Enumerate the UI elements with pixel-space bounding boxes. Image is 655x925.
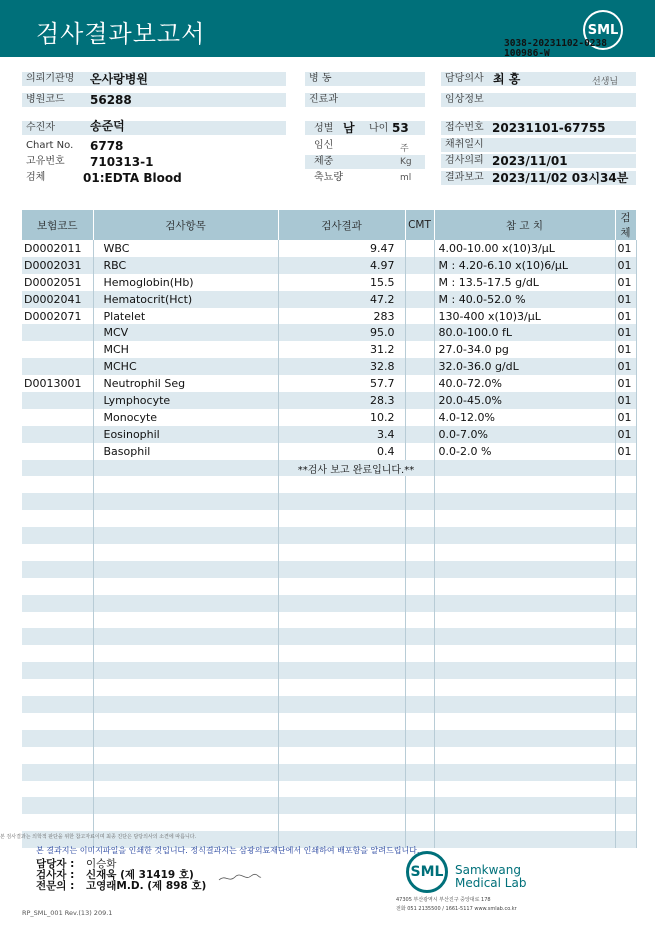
specimen-code: 01 (615, 257, 636, 274)
table-row (22, 460, 636, 477)
hospital-label: 의뢰기관명 (26, 73, 75, 84)
reference-range: 0.0-2.0 % (434, 443, 615, 460)
ward-label: 병 동 (305, 72, 425, 86)
test-item: Neutrophil Seg (93, 375, 278, 392)
insurance-code: D0002051 (22, 274, 93, 291)
table-row (22, 645, 636, 662)
test-result: 4.97 (278, 257, 405, 274)
insurance-code: D0002071 (22, 308, 93, 325)
test-item: Eosinophil (93, 426, 278, 443)
sex-label: 성별 (314, 123, 334, 134)
table-row (22, 409, 636, 426)
insurance-code (22, 426, 93, 443)
table-row (22, 730, 636, 747)
reference-range: 130-400 x(10)3/μL (434, 308, 615, 325)
test-item: Basophil (93, 443, 278, 460)
lab-name (455, 864, 526, 890)
test-result: 9.47 (278, 240, 405, 257)
lab-address: 47305 부산광역시 부산진구 중앙대로 178 (396, 897, 491, 903)
table-row (22, 375, 636, 392)
reporter-value: 이승화 (86, 858, 117, 870)
comment (405, 375, 434, 392)
pregnancy-label: 임신 (314, 140, 334, 151)
test-result: 283 (278, 308, 405, 325)
sex-value: 남 (343, 121, 355, 135)
pregnancy-unit: 주 (400, 144, 409, 154)
reference-range: 80.0-100.0 fL (434, 324, 615, 341)
sml-lab-logo-icon: SML (406, 851, 448, 893)
test-result: 0.4 (278, 443, 405, 460)
weight-unit: Kg (400, 157, 412, 167)
table-row (22, 392, 636, 409)
test-result: 32.8 (278, 358, 405, 375)
report-date-value: 2023/11/02 03시34분 (492, 171, 629, 185)
reference-range: 40.0-72.0% (434, 375, 615, 392)
specimen-code: 01 (615, 409, 636, 426)
table-row (22, 679, 636, 696)
fine-print: 본 검사결과는 의학적 판단을 위한 참고자료이며 최종 진단은 담당의사의 소견에 따릅니다. (0, 834, 197, 840)
examiner-value: 신재욱 (제 31419 호) (86, 869, 194, 881)
request-date-label: 검사의뢰 (445, 155, 484, 166)
specimen-code: 01 (615, 392, 636, 409)
table-row (22, 713, 636, 730)
comment (405, 274, 434, 291)
table-row (22, 797, 636, 814)
test-result: 57.7 (278, 375, 405, 392)
table-row (22, 628, 636, 645)
table-row (22, 324, 636, 341)
sml-logo-icon: SML (583, 10, 623, 50)
table-row (22, 240, 636, 257)
table-row (22, 257, 636, 274)
reference-range: 32.0-36.0 g/dL (434, 358, 615, 375)
doctor-label: 담당의사 (445, 73, 484, 84)
test-result: 95.0 (278, 324, 405, 341)
column-header: 참 고 치 (434, 210, 615, 240)
form-code: RP_SML_001 Rev.(13) 209.1 (22, 909, 113, 917)
table-row (22, 781, 636, 798)
table-row (22, 612, 636, 629)
reference-range: M : 13.5-17.5 g/dL (434, 274, 615, 291)
doctor-suffix: 선생님 (592, 77, 619, 87)
table-row (22, 291, 636, 308)
insurance-code (22, 324, 93, 341)
patient-value: 송준덕 (90, 119, 125, 133)
specialist-label: 전문의 : (36, 880, 75, 892)
insurance-code (22, 409, 93, 426)
test-item: MCHC (93, 358, 278, 375)
table-row (22, 662, 636, 679)
specialist-line (36, 878, 206, 893)
table-row (22, 510, 636, 527)
comment (405, 426, 434, 443)
table-row (22, 426, 636, 443)
comment (405, 341, 434, 358)
urine-unit: ml (400, 173, 412, 183)
reference-range: 4.0-12.0% (434, 409, 615, 426)
comment (405, 240, 434, 257)
reference-range: M : 40.0-52.0 % (434, 291, 615, 308)
specimen-label: 검체 (26, 172, 46, 183)
test-item: WBC (93, 240, 278, 257)
comment (405, 358, 434, 375)
patient-label: 수진자 (26, 122, 55, 133)
test-item: RBC (93, 257, 278, 274)
table-row (22, 595, 636, 612)
specimen-code: 01 (615, 341, 636, 358)
doctor-value: 최 홍 (493, 72, 521, 86)
age-value: 53 (392, 121, 409, 135)
comment (405, 291, 434, 308)
table-row (22, 544, 636, 561)
hospital-code-label: 병원코드 (26, 94, 65, 105)
table-row (22, 308, 636, 325)
table-row (22, 493, 636, 510)
reference-range: 0.0-7.0% (434, 426, 615, 443)
unique-id-value: 710313-1 (90, 155, 154, 169)
test-result: 3.4 (278, 426, 405, 443)
specimen-code: 01 (615, 358, 636, 375)
test-item: Monocyte (93, 409, 278, 426)
test-item: Hematocrit(Hct) (93, 291, 278, 308)
insurance-code (22, 392, 93, 409)
table-row (22, 696, 636, 713)
document-number: 3038-20231102-0238 (504, 38, 607, 49)
test-item: MCH (93, 341, 278, 358)
report-date-label: 결과보고 (445, 172, 484, 183)
insurance-code: D0002011 (22, 240, 93, 257)
specimen-code: 01 (615, 426, 636, 443)
lab-contact: 전화 051 2135500 / 1661-5117 www.smlab.co.kr (396, 906, 517, 912)
comment (405, 443, 434, 460)
notice-text: 본 결과지는 이미지파일을 인쇄한 것입니다. 정식결과지는 삼광의료재단에서 인쇄하여 배포함을 알려드립니다. (36, 846, 420, 855)
comment (405, 409, 434, 426)
test-item: MCV (93, 324, 278, 341)
collect-time-label: 채취일시 (445, 139, 484, 150)
column-header: 검사결과 (278, 210, 405, 240)
urine-label: 축뇨량 (314, 172, 343, 183)
test-item: Platelet (93, 308, 278, 325)
table-row (22, 764, 636, 781)
test-item: Hemoglobin(Hb) (93, 274, 278, 291)
table-row (22, 274, 636, 291)
request-date-value: 2023/11/01 (492, 154, 568, 168)
report-complete-message: **검사 보고 완료입니다.** (278, 460, 434, 477)
hospital-value: 온사랑병원 (90, 72, 148, 86)
dept-label: 진료과 (305, 93, 425, 107)
specimen-code: 01 (615, 274, 636, 291)
reporter-label: 담당자 : (36, 858, 75, 870)
table-row (22, 527, 636, 544)
specimen-code: 01 (615, 240, 636, 257)
test-result: 15.5 (278, 274, 405, 291)
table-row (22, 358, 636, 375)
table-row (22, 341, 636, 358)
chart-no-label: Chart No. (26, 140, 74, 151)
comment (405, 257, 434, 274)
comment (405, 324, 434, 341)
column-header: 검체 (615, 210, 636, 240)
column-header: 검사항목 (93, 210, 278, 240)
specimen-code: 01 (615, 443, 636, 460)
insurance-code (22, 443, 93, 460)
results-table (22, 210, 637, 848)
signature-icon (217, 871, 262, 885)
test-result: 47.2 (278, 291, 405, 308)
test-item: Lymphocyte (93, 392, 278, 409)
specimen-code: 01 (615, 291, 636, 308)
weight-label: 체중 (314, 156, 334, 167)
table-header-row (22, 210, 636, 240)
lab-name-line-1: Samkwang (455, 863, 521, 877)
insurance-code: D0002031 (22, 257, 93, 274)
table-row (22, 561, 636, 578)
test-result: 28.3 (278, 392, 405, 409)
clinical-info-label: 임상정보 (445, 94, 484, 105)
specimen-code: 01 (615, 308, 636, 325)
table-row (22, 443, 636, 460)
specimen-code: 01 (615, 324, 636, 341)
specimen-code: 01 (615, 375, 636, 392)
comment (405, 392, 434, 409)
reference-range: 20.0-45.0% (434, 392, 615, 409)
insurance-code: D0013001 (22, 375, 93, 392)
reference-range: 27.0-34.0 pg (434, 341, 615, 358)
column-header: 보험코드 (22, 210, 93, 240)
table-row (22, 578, 636, 595)
specialist-value: 고영래M.D. (제 898 호) (86, 880, 207, 892)
test-result: 31.2 (278, 341, 405, 358)
insurance-code: D0002041 (22, 291, 93, 308)
reference-range: 4.00-10.00 x(10)3/μL (434, 240, 615, 257)
comment (405, 308, 434, 325)
reference-range: M : 4.20-6.10 x(10)6/μL (434, 257, 615, 274)
hospital-code-value: 56288 (90, 93, 132, 107)
receipt-no-label: 접수번호 (445, 122, 484, 133)
table-row (22, 747, 636, 764)
table-row (22, 476, 636, 493)
receipt-no-value: 20231101-67755 (492, 121, 606, 135)
test-result: 10.2 (278, 409, 405, 426)
document-sub-number: 100986-W (504, 48, 550, 59)
lab-name-line-2: Medical Lab (455, 876, 527, 890)
examiner-label: 검사자 : (36, 869, 75, 881)
age-label: 나이 (369, 123, 389, 134)
specimen-value: 01:EDTA Blood (83, 171, 182, 185)
column-header: CMT (405, 210, 434, 240)
unique-id-label: 고유번호 (26, 156, 65, 167)
insurance-code (22, 358, 93, 375)
table-row (22, 814, 636, 831)
report-title: 검사결과보고서 (36, 20, 206, 48)
chart-no-value: 6778 (90, 139, 124, 153)
insurance-code (22, 341, 93, 358)
